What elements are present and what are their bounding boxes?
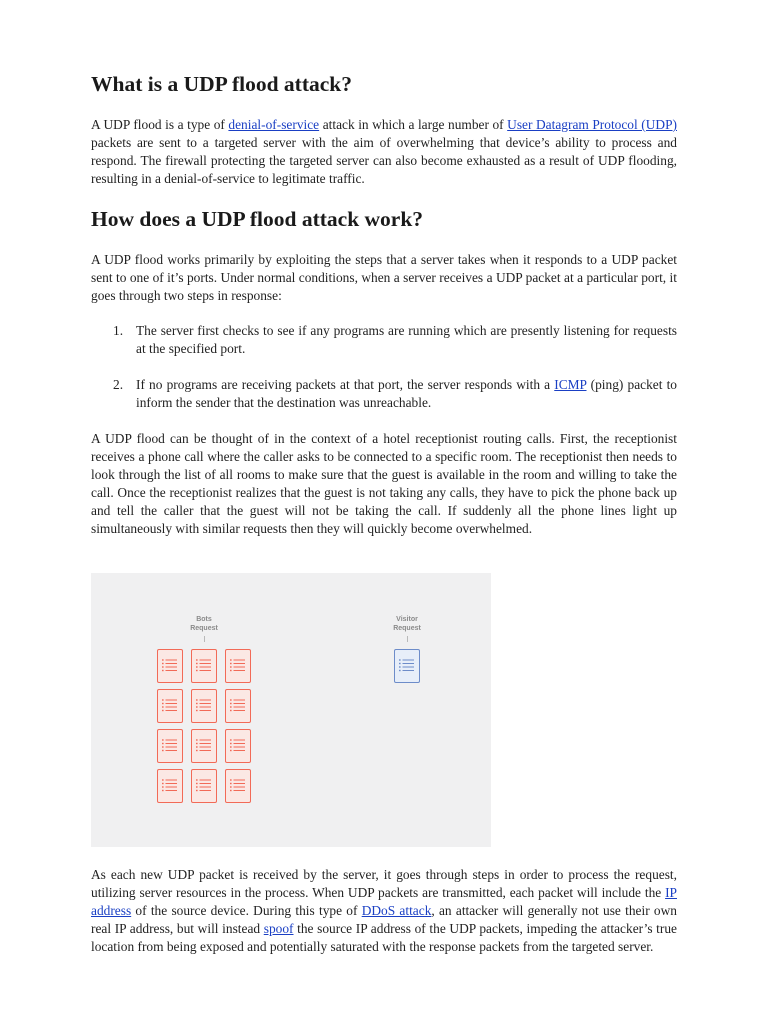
bot-request-icon [225, 769, 251, 803]
heading-how-it-works: How does a UDP flood attack work? [91, 207, 424, 231]
list-item-step-1 [113, 322, 677, 358]
bot-request-icon [191, 769, 217, 803]
bot-request-icon [157, 649, 183, 683]
intro-paragraph [91, 116, 677, 188]
text-run: As each new UDP packet is received by the server, it goes through steps in order to process the request, utilizing server resources in the process. When UDP packets are transmitted, each packet will include the [91, 867, 677, 900]
inline-link[interactable]: spoof [263, 921, 294, 936]
text-run: , an attacker will generally not use their own real IP address, but will instead [91, 903, 677, 936]
list-item-step-2 [113, 376, 677, 412]
bot-request-icon [157, 729, 183, 763]
bot-request-icon [191, 689, 217, 723]
text-run: attack in which a large number of [319, 117, 508, 132]
bot-request-icon [157, 689, 183, 723]
visitor-request-icon [394, 649, 420, 683]
text-run: packets are sent to a targeted server with the aim of overwhelming that device’s ability to process and respond. The firewall protecting the targeted server can also become exhausted as a result of UDP flooding, resulting in a denial-of-service to legitimate traffic. [91, 135, 677, 186]
spoofing-paragraph [91, 866, 677, 956]
list-text [136, 376, 677, 412]
receptionist-analogy-paragraph: A UDP flood can be thought of in the context of a hotel receptionist routing calls. First, the receptionist receives a phone call where the caller asks to be connected to a specific room. The receptionist then needs to look through the list of all rooms to make sure that the guest is available in the room and willing to take the call. Once the receptionist realizes that the guest is not taking any calls, they have to pick the phone back up and tell the caller that the guest will not be taking the call. If suddenly all the phone lines light up simultaneously with similar requests then they will quickly become overwhelmed. [91, 431, 677, 536]
text-run: the source IP address of the UDP packets, impeding the attacker’s true location from being exposed and potentially saturated with the response packets from the targeted server. [91, 921, 677, 954]
bot-request-icon [157, 769, 183, 803]
inline-link[interactable]: User Datagram Protocol (UDP) [507, 117, 677, 132]
udp-flood-illustration [91, 573, 491, 847]
inline-link[interactable]: IP address [91, 885, 677, 918]
inline-link[interactable]: denial-of-service [228, 117, 320, 132]
text-run: A UDP flood is a type of [91, 117, 229, 132]
text-run: (ping) packet to inform the sender that the destination was unreachable. [136, 377, 678, 410]
text-run: of the source device. During this type of [131, 903, 362, 918]
bot-request-icon [191, 729, 217, 763]
bot-request-icon [225, 689, 251, 723]
list-number: 1. [113, 323, 124, 338]
text-run: If no programs are receiving packets at that port, the server responds with a [136, 377, 555, 392]
inline-link[interactable]: DDoS attack [361, 903, 432, 918]
heading-what-is-udp-flood: What is a UDP flood attack? [91, 72, 352, 96]
visitor-connector [407, 636, 408, 642]
list-number: 2. [113, 377, 124, 392]
how-it-works-paragraph: A UDP flood works primarily by exploiting the steps that a server takes when it responds to a UDP packet sent to one of it’s ports. Under normal conditions, when a server receives a UDP packet at a particular port, it goes through two steps in response: [91, 252, 677, 303]
text-run: The server first checks to see if any programs are running which are presently listening for requests at the specified port. [136, 323, 677, 356]
bots-request-label: Bots Request [190, 616, 218, 632]
list-text [136, 322, 677, 358]
bot-request-icon [191, 649, 217, 683]
bots-connector [204, 636, 205, 642]
bot-request-icon [225, 729, 251, 763]
inline-link[interactable]: ICMP [554, 377, 587, 392]
bot-request-icon [225, 649, 251, 683]
visitor-request-label: Visitor Request [393, 616, 421, 632]
